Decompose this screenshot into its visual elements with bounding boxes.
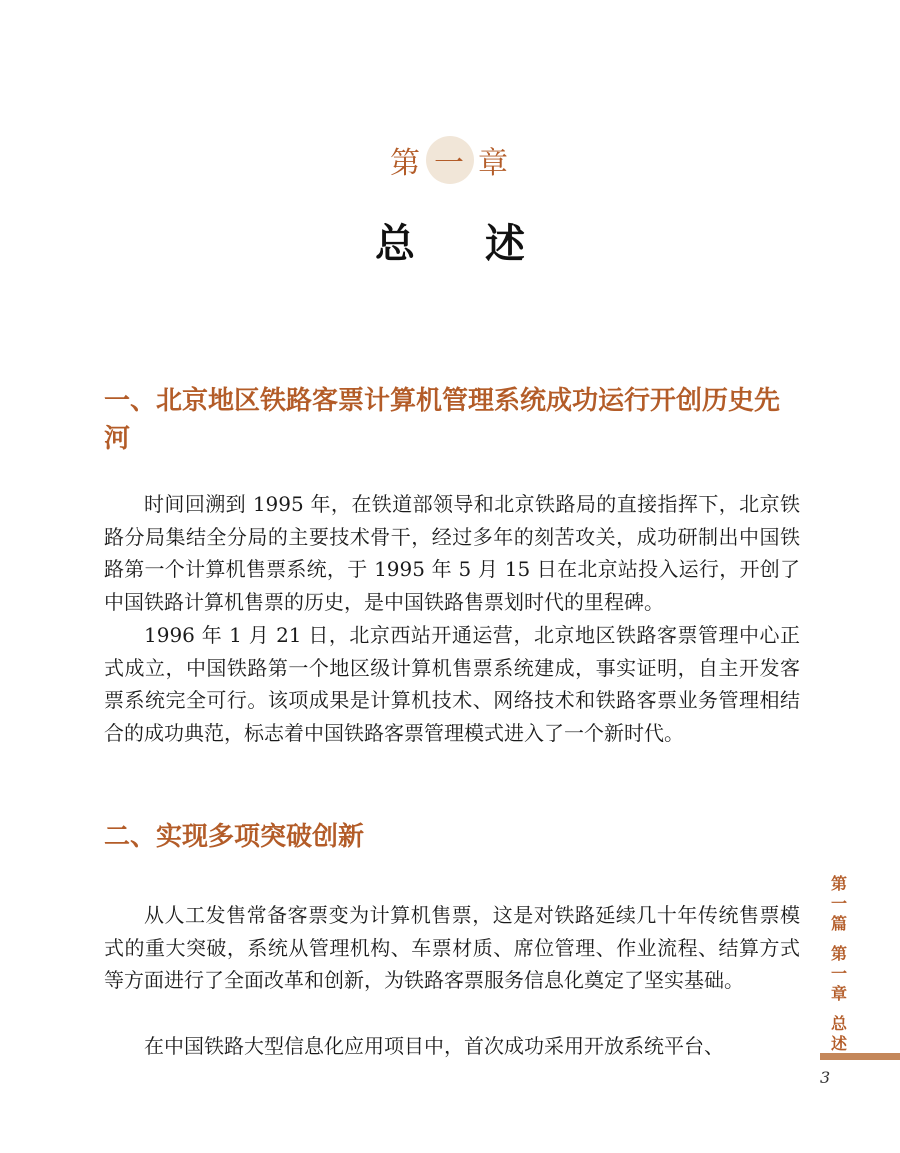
chapter-title-char-2: 述: [485, 220, 525, 267]
side-tab-bar: [820, 1053, 900, 1060]
paragraph-2: 1996 年 1 月 21 日，北京西站开通运营，北京地区铁路客票管理中心正式成立，中国铁路第一个地区级计算机售票系统建成，事实证明，自主开发客票系统完全可行。该项成果是计算机技术、网络技术和铁路客票业务管理相结合的成功典范，标志着中国铁路客票管理模式进入了一个新时代。: [104, 623, 800, 745]
side-tab-chapter: 第 一 章: [830, 944, 847, 1003]
chapter-number-circle: [426, 136, 474, 184]
paragraph-1: 时间回溯到 1995 年，在铁道部领导和北京铁路局的直接指挥下，北京铁路分局集结全分局的主要技术骨干，经过多年的刻苦攻关，成功研制出中国铁路第一个计算机售票系统，于 1995 年 5 月 15 日在北京站投入运行，开创了中国铁路计算机售票的历史，是中国铁路售票划时代的里程碑。: [104, 492, 800, 614]
chapter-title-char-1: 总: [375, 220, 415, 267]
chapter-number: 一: [434, 146, 466, 181]
section-heading-1: 一、北京地区铁路客票计算机管理系统成功运行开创历史先河: [104, 386, 781, 454]
paragraph-3: 从人工发售常备客票变为计算机售票，这是对铁路延续几十年传统售票模式的重大突破，系统从管理机构、车票材质、席位管理、作业流程、结算方式等方面进行了全面改革和创新，为铁路客票服务信息化奠定了坚实基础。: [104, 903, 800, 993]
section-heading-2: 二、实现多项突破创新: [104, 822, 365, 852]
side-tab-part: 第 一 篇: [830, 874, 847, 933]
paragraph-4: 在中国铁路大型信息化应用项目中，首次成功采用开放系统平台、: [144, 1034, 724, 1058]
page-number: 3: [820, 1068, 831, 1087]
side-tab-title: 总 述: [830, 1014, 847, 1053]
chapter-suffix: 章: [478, 146, 510, 181]
side-tab: [824, 874, 854, 1064]
chapter-prefix: 第: [390, 146, 422, 181]
chapter-title: [0, 212, 900, 269]
chapter-label: [0, 136, 900, 184]
